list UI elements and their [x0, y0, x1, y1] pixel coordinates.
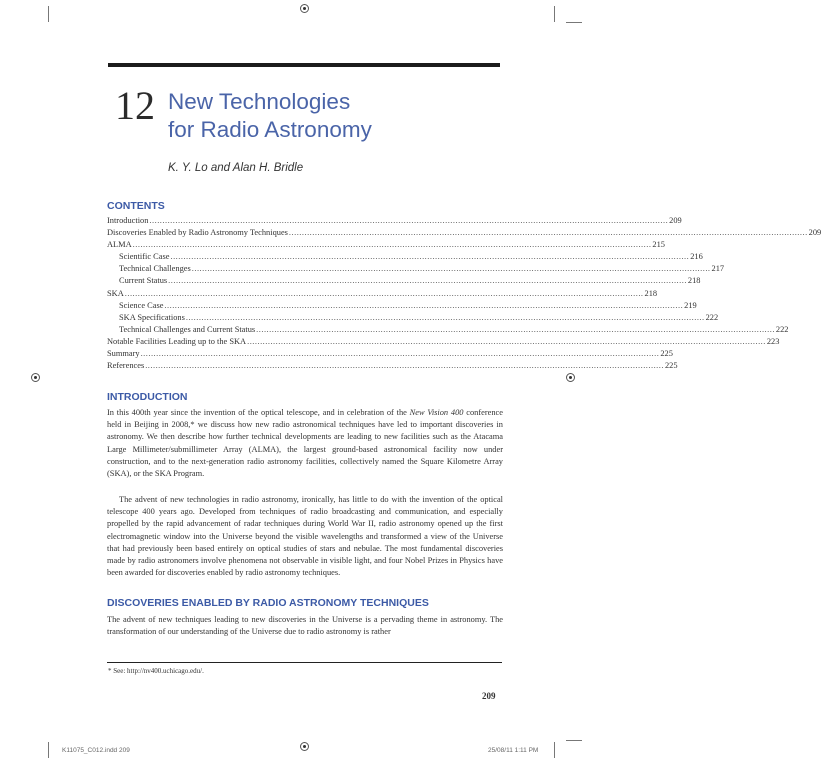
chapter-authors: K. Y. Lo and Alan H. Bridle	[168, 162, 304, 174]
toc-entry-page: 225	[660, 349, 673, 359]
toc-entry-page: 216	[690, 252, 703, 262]
toc-entry-page: 222	[775, 324, 789, 334]
toc-entry-label: Introduction	[107, 216, 149, 225]
toc-entry-label: Current Status	[119, 276, 168, 286]
toc-entry-label: Discoveries Enabled by Radio Astronomy Techniques	[107, 228, 288, 238]
crop-mark-bottom-right-h	[566, 740, 582, 741]
chapter-title	[168, 88, 372, 144]
toc-entry	[107, 215, 682, 227]
crop-mark-top-right-h	[566, 22, 582, 23]
introduction-paragraph-1: In this 400th year since the invention of the optical telescope, and in celebration of the New Vision 400 conference held in Beijing in 2008,* we discuss how new radio astronomical techniques have led to important discoveries in astronomy. We then describe how further technical developments are leading to new facilities such as the Atacama Large Millimeter/submillimeter Array (ALMA), the largest ground-based astronomical facility now under construction, and to the next-generation radio astronomy facilities, collectively named the Square Kilometre Array (SKA), or the SKA Program.	[107, 408, 503, 479]
slug-timestamp: 25/08/11 1:11 PM	[488, 747, 539, 754]
toc-leader-dots: ........................................................................................................................................................................................................	[170, 252, 690, 262]
toc-entry	[107, 324, 789, 336]
toc-entry-label: ALMA	[107, 240, 132, 250]
toc-entry-page: 209	[808, 228, 821, 238]
toc-entry-label: SKA Specifications	[119, 312, 185, 322]
chapter-title-line-2: for Radio Astronomy	[168, 117, 372, 142]
toc-entry	[107, 300, 697, 312]
toc-leader-dots: ........................................................................................................................................................................................................	[164, 300, 684, 310]
toc-entry	[107, 227, 821, 239]
introduction-heading: INTRODUCTION	[107, 391, 188, 403]
toc-entry-label: Science Case	[119, 300, 164, 310]
toc-leader-dots: ........................................................................................................................................................................................................	[168, 276, 687, 286]
registration-mark-left-icon	[31, 373, 40, 382]
toc-entry-page: 225	[664, 361, 678, 371]
toc-entry	[107, 239, 665, 251]
registration-mark-bottom-icon	[300, 742, 309, 751]
toc-leader-dots: ........................................................................................................................................................................................................	[247, 336, 766, 346]
toc-leader-dots: ........................................................................................................................................................................................................	[185, 312, 705, 322]
toc-entry-page: 223	[766, 336, 780, 346]
toc-entry-label: Scientific Case	[119, 252, 170, 262]
toc-entry	[107, 336, 780, 348]
registration-mark-top-icon	[300, 4, 309, 13]
page-number: 209	[482, 691, 496, 701]
toc-entry	[107, 251, 703, 263]
toc-entry-label: Notable Facilities Leading up to the SKA	[107, 336, 247, 346]
toc-entry-page: 209	[669, 216, 682, 225]
toc-entry	[107, 312, 719, 324]
toc-entry-page: 215	[652, 240, 665, 250]
toc-entry-label: Summary	[107, 349, 140, 359]
toc-leader-dots: ........................................................................................................................................................................................................	[288, 228, 808, 238]
toc-entry-label: References	[107, 361, 145, 371]
toc-leader-dots: ........................................................................................................................................................................................................	[140, 349, 660, 359]
footnote-rule	[107, 662, 502, 663]
toc-entry	[107, 275, 701, 287]
toc-entry-label: Technical Challenges	[119, 264, 191, 274]
crop-mark-bottom-right	[554, 742, 555, 758]
toc-entry	[107, 263, 725, 275]
contents-heading: CONTENTS	[107, 200, 165, 212]
chapter-number: 12	[115, 83, 155, 128]
chapter-top-rule	[108, 63, 500, 67]
toc-leader-dots: ........................................................................................................................................................................................................	[132, 240, 652, 250]
toc-entry	[107, 288, 658, 300]
toc-entry-page: 219	[684, 300, 697, 310]
toc-leader-dots: ........................................................................................................................................................................................................	[149, 216, 669, 225]
toc-entry	[107, 360, 678, 372]
registration-mark-right-icon	[566, 373, 575, 382]
slug-file-info: K11075_C012.indd 209	[62, 747, 130, 754]
toc-leader-dots: ........................................................................................................................................................................................................	[124, 288, 644, 298]
toc-entry-label: SKA	[107, 288, 124, 298]
toc-leader-dots: ........................................................................................................................................................................................................	[191, 264, 711, 274]
toc-entry-page: 218	[644, 288, 658, 298]
discoveries-heading: DISCOVERIES ENABLED BY RADIO ASTRONOMY TECHNIQUES	[107, 597, 429, 609]
toc-entry-label: Technical Challenges and Current Status	[119, 324, 256, 334]
toc-entry	[107, 348, 673, 360]
introduction-paragraph-2: The advent of new technologies in radio astronomy, ironically, has little to do with the invention of the optical telescope 400 years ago. Developed from techniques of radio broadcasting and communication, and especially propelled by the rapid advancement of radar techniques during World War II, radio astronomy opened up the first electromagnetic window into the Universe beyond the visible wavelengths and transformed a view of the Universe that had previously been based entirely on optical studies of stars and nebulae. The most fundamental discoveries made by radio astronomers involve phenomena not observable in visible light, and four Nobel Prizes in Physics have been awarded for discoveries enabled by radio astronomy techniques.	[107, 495, 503, 578]
crop-mark-top-left	[48, 6, 49, 22]
crop-mark-top-right	[554, 6, 555, 22]
toc-entry-page: 217	[711, 264, 725, 274]
chapter-title-line-1: New Technologies	[168, 89, 351, 114]
toc-entry-page: 222	[705, 312, 719, 322]
table-of-contents	[107, 215, 821, 372]
toc-leader-dots: ........................................................................................................................................................................................................	[256, 324, 775, 334]
toc-entry-page: 218	[687, 276, 701, 286]
discoveries-paragraph-1: The advent of new techniques leading to new discoveries in the Universe is a pervading theme in astronomy. The transformation of our understanding of the Universe due to radio astronomy is rather	[107, 615, 503, 637]
crop-mark-bottom-left	[48, 742, 49, 758]
toc-leader-dots: ........................................................................................................................................................................................................	[145, 361, 664, 371]
footnote: * See: http://nv400.uchicago.edu/.	[108, 667, 204, 675]
